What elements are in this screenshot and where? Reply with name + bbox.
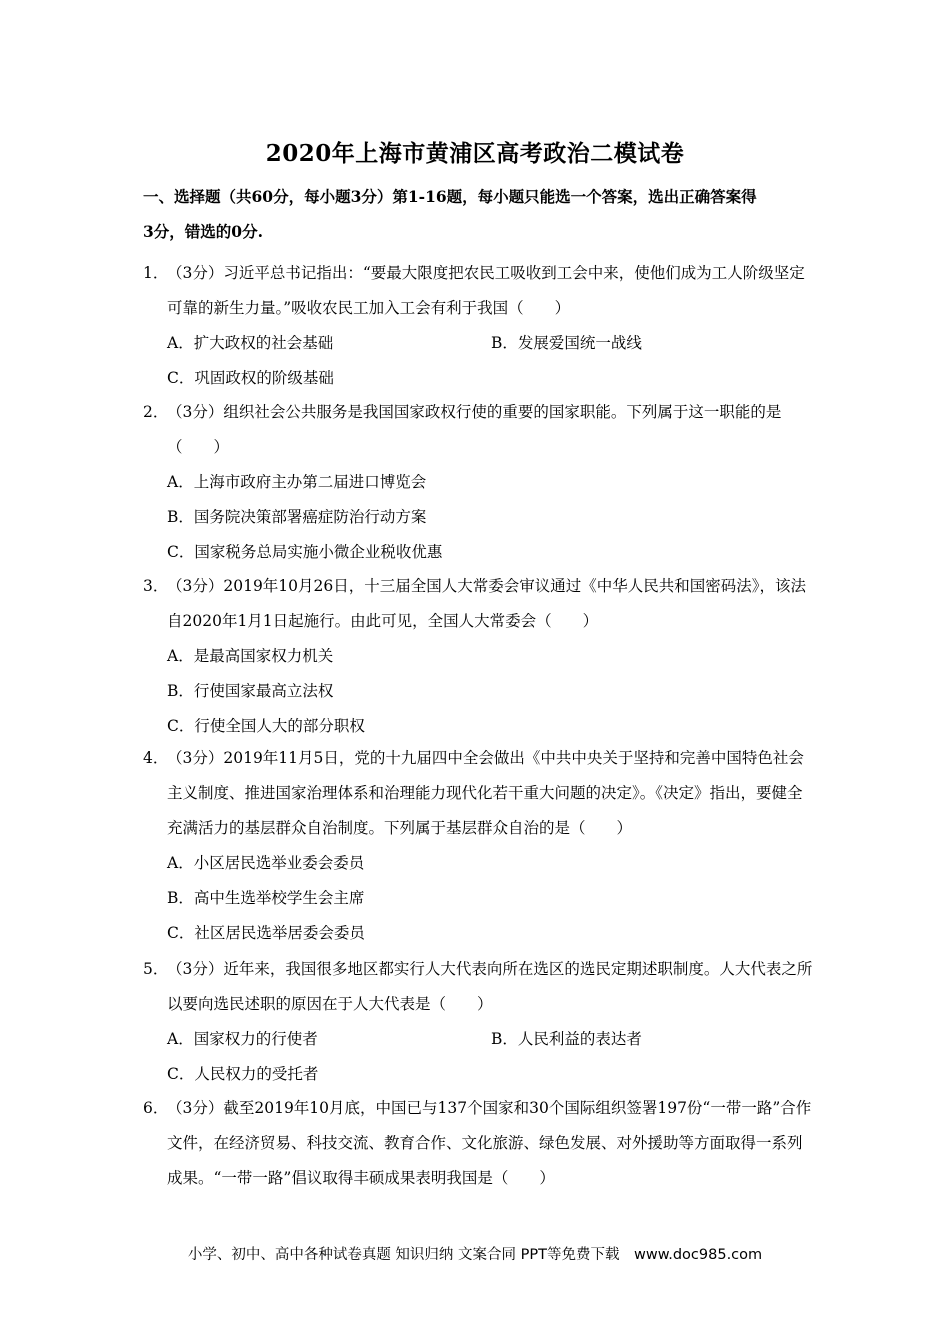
option-b: B．发展爱国统一战线 [491, 334, 642, 352]
option-b: B．人民利益的表达者 [491, 1030, 642, 1048]
section-heading-line2: 3分，错选的0分. [143, 222, 263, 241]
page-footer: 小学、初中、高中各种试卷真题 知识归纳 文案合同 PPT等免费下载 www.doc985.com [187, 1247, 763, 1263]
question-stem: （3分）2019年10月26日，十三届全国人大常委会审议通过《中华人民共和国密码法》，该法自2020年1月1日起施行。由此可见，全国人大常委会（ ） [167, 577, 807, 630]
question-number: 6． [143, 1099, 169, 1117]
question-6 [143, 1091, 815, 1196]
question-1 [143, 256, 815, 396]
option-c: C．社区居民选举居委会委员 [167, 924, 365, 942]
question-stem: （3分）习近平总书记指出：“要最大限度把农民工吸收到工会中来，使他们成为工人阶级坚定可靠的新生力量。”吸收农民工加入工会有利于我国（ ） [167, 264, 805, 317]
option-a: A．国家权力的行使者 [167, 1030, 318, 1048]
question-stem: （3分）2019年11月5日，党的十九届四中全会做出《中共中央关于坚持和完善中国特色社会主义制度、推进国家治理体系和治理能力现代化若干重大问题的决定》。《决定》指出，要健全充满活力的基层群众自治制度。下列属于基层群众自治的是（ ） [167, 749, 804, 837]
section-heading-line1: 一、选择题（共60分，每小题3分）第1-16题，每小题只能选一个答案，选出正确答案得 [143, 187, 757, 206]
question-3 [143, 569, 815, 744]
option-c: C．国家税务总局实施小微企业税收优惠 [167, 543, 443, 561]
option-b: B．国务院决策部署癌症防治行动方案 [167, 508, 427, 526]
option-c: C．人民权力的受托者 [167, 1065, 319, 1083]
option-b: B．高中生选举校学生会主席 [167, 889, 365, 907]
question-number: 2． [143, 403, 169, 421]
option-b: B．行使国家最高立法权 [167, 682, 334, 700]
question-number: 3． [143, 577, 169, 595]
question-2 [143, 395, 815, 570]
option-a: A．上海市政府主办第二届进口博览会 [167, 473, 427, 491]
question-stem: （3分）近年来，我国很多地区都实行人大代表向所在选区的选民定期述职制度。人大代表之所以要向选民述职的原因在于人大代表是（ ） [167, 960, 813, 1013]
question-5 [143, 952, 815, 1092]
question-4 [143, 741, 815, 951]
option-a: A．小区居民选举业委会委员 [167, 854, 365, 872]
page-title: 2020年上海市黄浦区高考政治二模试卷 [265, 140, 685, 167]
section-heading [143, 179, 813, 249]
option-a: A．扩大政权的社会基础 [167, 334, 334, 352]
question-number: 5． [143, 960, 169, 978]
option-a: A．是最高国家权力机关 [167, 647, 334, 665]
option-c: C．巩固政权的阶级基础 [167, 369, 334, 387]
question-number: 4． [143, 749, 169, 767]
question-stem: （3分）组织社会公共服务是我国国家政权行使的重要的国家职能。下列属于这一职能的是（ ） [167, 403, 782, 456]
option-c: C．行使全国人大的部分职权 [167, 717, 365, 735]
question-number: 1． [143, 264, 169, 282]
question-stem: （3分）截至2019年10月底，中国已与137个国家和30个国际组织签署197份“一带一路”合作文件，在经济贸易、科技交流、教育合作、文化旅游、绿色发展、对外援助等方面取得一系列成果。“一带一路”倡议取得丰硕成果表明我国是（ ） [167, 1099, 812, 1187]
